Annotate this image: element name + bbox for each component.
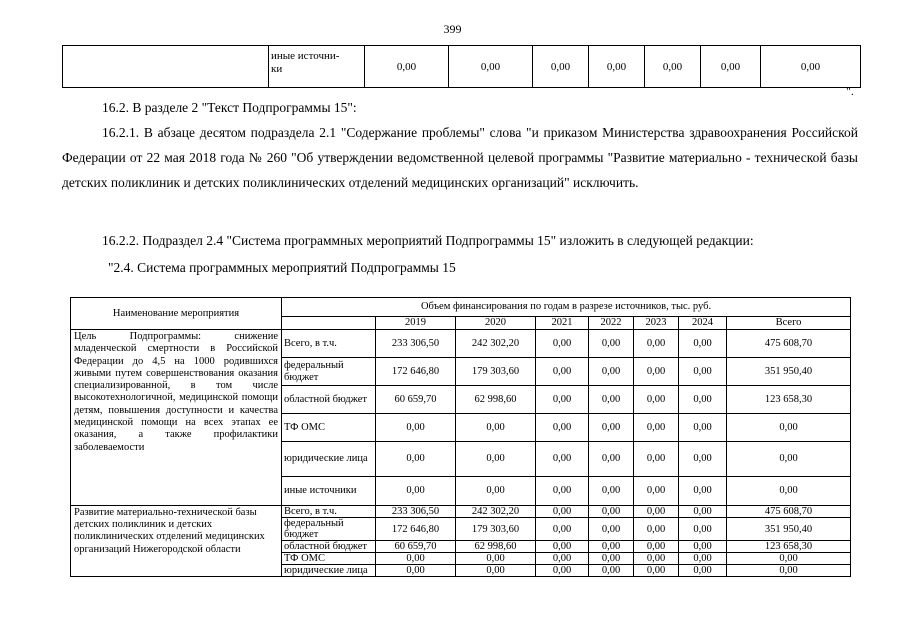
source-cell: федеральный бюджет [282,358,376,386]
source-cell: Всего, в т.ч. [282,506,376,518]
value-cell: 0,00 [376,565,456,577]
value-cell: 0,00 [589,330,634,358]
value-cell: 0,00 [589,386,634,414]
value-cell: 0,00 [456,553,536,565]
value-cell: 0,00 [727,565,851,577]
year-header: 2019 [376,317,456,330]
value-cell: 0,00 [536,541,589,553]
value-cell: 0,00 [536,477,589,506]
col-header-activity: Наименование мероприятия [71,298,282,330]
value-cell: 0,00 [589,541,634,553]
value-cell: 0,00 [634,565,679,577]
value-cell: 0,00 [634,541,679,553]
funding-header: Объем финансирования по годам в разрезе источников, тыс. руб. [282,298,851,317]
value-cell: 0,00 [679,541,727,553]
value-cell: 0,00 [536,553,589,565]
total-header: Всего [727,317,851,330]
paragraph-16-2: 16.2. В разделе 2 "Текст Подпрограммы 15": [102,100,357,115]
year-header: 2020 [456,317,536,330]
source-cell: федеральный бюджет [282,518,376,541]
value-cell: 60 659,70 [376,541,456,553]
page-number: 399 [443,22,462,36]
value-cell: 0,00 [634,358,679,386]
empty-cell [63,46,269,88]
value-cell: 0,00 [589,553,634,565]
activity-name: Развитие материально-технической базы детских поликлиник и детских поликлинических отделений медицинских организаций Нижегородской области [71,506,282,577]
source-label: иные источни- ки [269,46,365,88]
year-header: 2023 [634,317,679,330]
value-cell: 0,00 [536,358,589,386]
source-cell: иные источники [282,477,376,506]
source-cell: юридические лица [282,565,376,577]
value-cell: 0,00 [589,518,634,541]
value-cell: 0,00 [456,565,536,577]
value-cell: 172 646,80 [376,518,456,541]
table-row [71,330,851,358]
value-cell: 172 646,80 [376,358,456,386]
years-spacer [282,317,376,330]
value-cell: 62 998,60 [456,386,536,414]
value-cell: 0,00 [589,46,645,88]
source-cell: областной бюджет [282,386,376,414]
value-cell: 475 608,70 [727,330,851,358]
value-cell: 123 658,30 [727,541,851,553]
value-cell: 0,00 [365,46,449,88]
activity-name: Цель Подпрограммы: снижение младенческой смертности в Российской Федерации до 4,5 на 1000 родившихся живыми путем совершенствования оказания специализированной, в том числе высокотехнологичной, медицинской помощи детям, повышения доступности и качества медицинской помощи на всех этапах ее оказания, а также профилактики заболеваемости [71,330,282,506]
value-cell: 179 303,60 [456,358,536,386]
value-cell: 0,00 [589,565,634,577]
value-cell: 0,00 [449,46,533,88]
subsection-title: "2.4. Система программных мероприятий Подпрограммы 15 [108,260,456,275]
value-cell: 242 302,20 [456,330,536,358]
table-row [63,46,861,88]
value-cell: 351 950,40 [727,358,851,386]
value-cell: 179 303,60 [456,518,536,541]
value-cell: 0,00 [376,477,456,506]
value-cell: 0,00 [589,414,634,442]
continued-table [62,45,861,88]
value-cell: 0,00 [536,506,589,518]
value-cell: 0,00 [634,386,679,414]
paragraph-16-2-2: 16.2.2. Подраздел 2.4 "Система программных мероприятий Подпрограммы 15" изложить в следующей редакции: [102,233,754,248]
value-cell: 0,00 [589,358,634,386]
year-header: 2021 [536,317,589,330]
source-cell: областной бюджет [282,541,376,553]
value-cell: 0,00 [634,506,679,518]
value-cell: 0,00 [679,518,727,541]
value-cell: 0,00 [634,442,679,477]
value-cell: 0,00 [589,442,634,477]
value-cell: 0,00 [536,518,589,541]
value-cell: 0,00 [634,553,679,565]
value-cell: 0,00 [634,477,679,506]
value-cell: 0,00 [727,553,851,565]
value-cell: 62 998,60 [456,541,536,553]
table-row [71,506,851,518]
value-cell: 60 659,70 [376,386,456,414]
value-cell: 0,00 [456,442,536,477]
value-cell: 0,00 [536,442,589,477]
value-cell: 0,00 [727,442,851,477]
value-cell: 0,00 [456,477,536,506]
source-cell: ТФ ОМС [282,553,376,565]
value-cell: 0,00 [679,386,727,414]
closing-quote: ". [846,84,854,98]
value-cell: 0,00 [679,358,727,386]
value-cell: 0,00 [679,414,727,442]
value-cell: 475 608,70 [727,506,851,518]
value-cell: 0,00 [536,330,589,358]
value-cell: 0,00 [679,565,727,577]
source-cell: ТФ ОМС [282,414,376,442]
value-cell: 0,00 [701,46,761,88]
value-cell: 0,00 [727,477,851,506]
value-cell: 0,00 [679,553,727,565]
value-cell: 0,00 [589,506,634,518]
value-cell: 0,00 [536,414,589,442]
value-cell: 0,00 [456,414,536,442]
value-cell: 233 306,50 [376,506,456,518]
value-cell: 0,00 [634,330,679,358]
value-cell: 0,00 [679,506,727,518]
source-cell: Всего, в т.ч. [282,330,376,358]
value-cell: 123 658,30 [727,386,851,414]
value-cell: 351 950,40 [727,518,851,541]
program-activities-table [70,297,851,577]
value-cell: 0,00 [376,553,456,565]
paragraph-16-2-1: 16.2.1. В абзаце десятом подраздела 2.1 "Содержание проблемы" слова "и приказом Министерства здравоохранения Российской Федерации от 22 мая 2018 года № 260 "Об утверждении ведомственной целевой программы "Развитие материально - технической базы детских поликлиник и детских поликлинических отделений медицинских организаций" исключить. [62,125,858,190]
value-cell: 0,00 [634,414,679,442]
year-header: 2024 [679,317,727,330]
value-cell: 0,00 [376,442,456,477]
value-cell: 0,00 [679,330,727,358]
year-header: 2022 [589,317,634,330]
value-cell: 0,00 [634,518,679,541]
value-cell: 0,00 [645,46,701,88]
value-cell: 0,00 [536,565,589,577]
header-row [71,298,851,317]
value-cell: 0,00 [727,414,851,442]
value-cell: 233 306,50 [376,330,456,358]
value-cell: 0,00 [536,386,589,414]
value-cell: 242 302,20 [456,506,536,518]
value-cell: 0,00 [761,46,861,88]
value-cell: 0,00 [679,477,727,506]
value-cell: 0,00 [376,414,456,442]
value-cell: 0,00 [679,442,727,477]
value-cell: 0,00 [589,477,634,506]
source-cell: юридические лица [282,442,376,477]
value-cell: 0,00 [533,46,589,88]
